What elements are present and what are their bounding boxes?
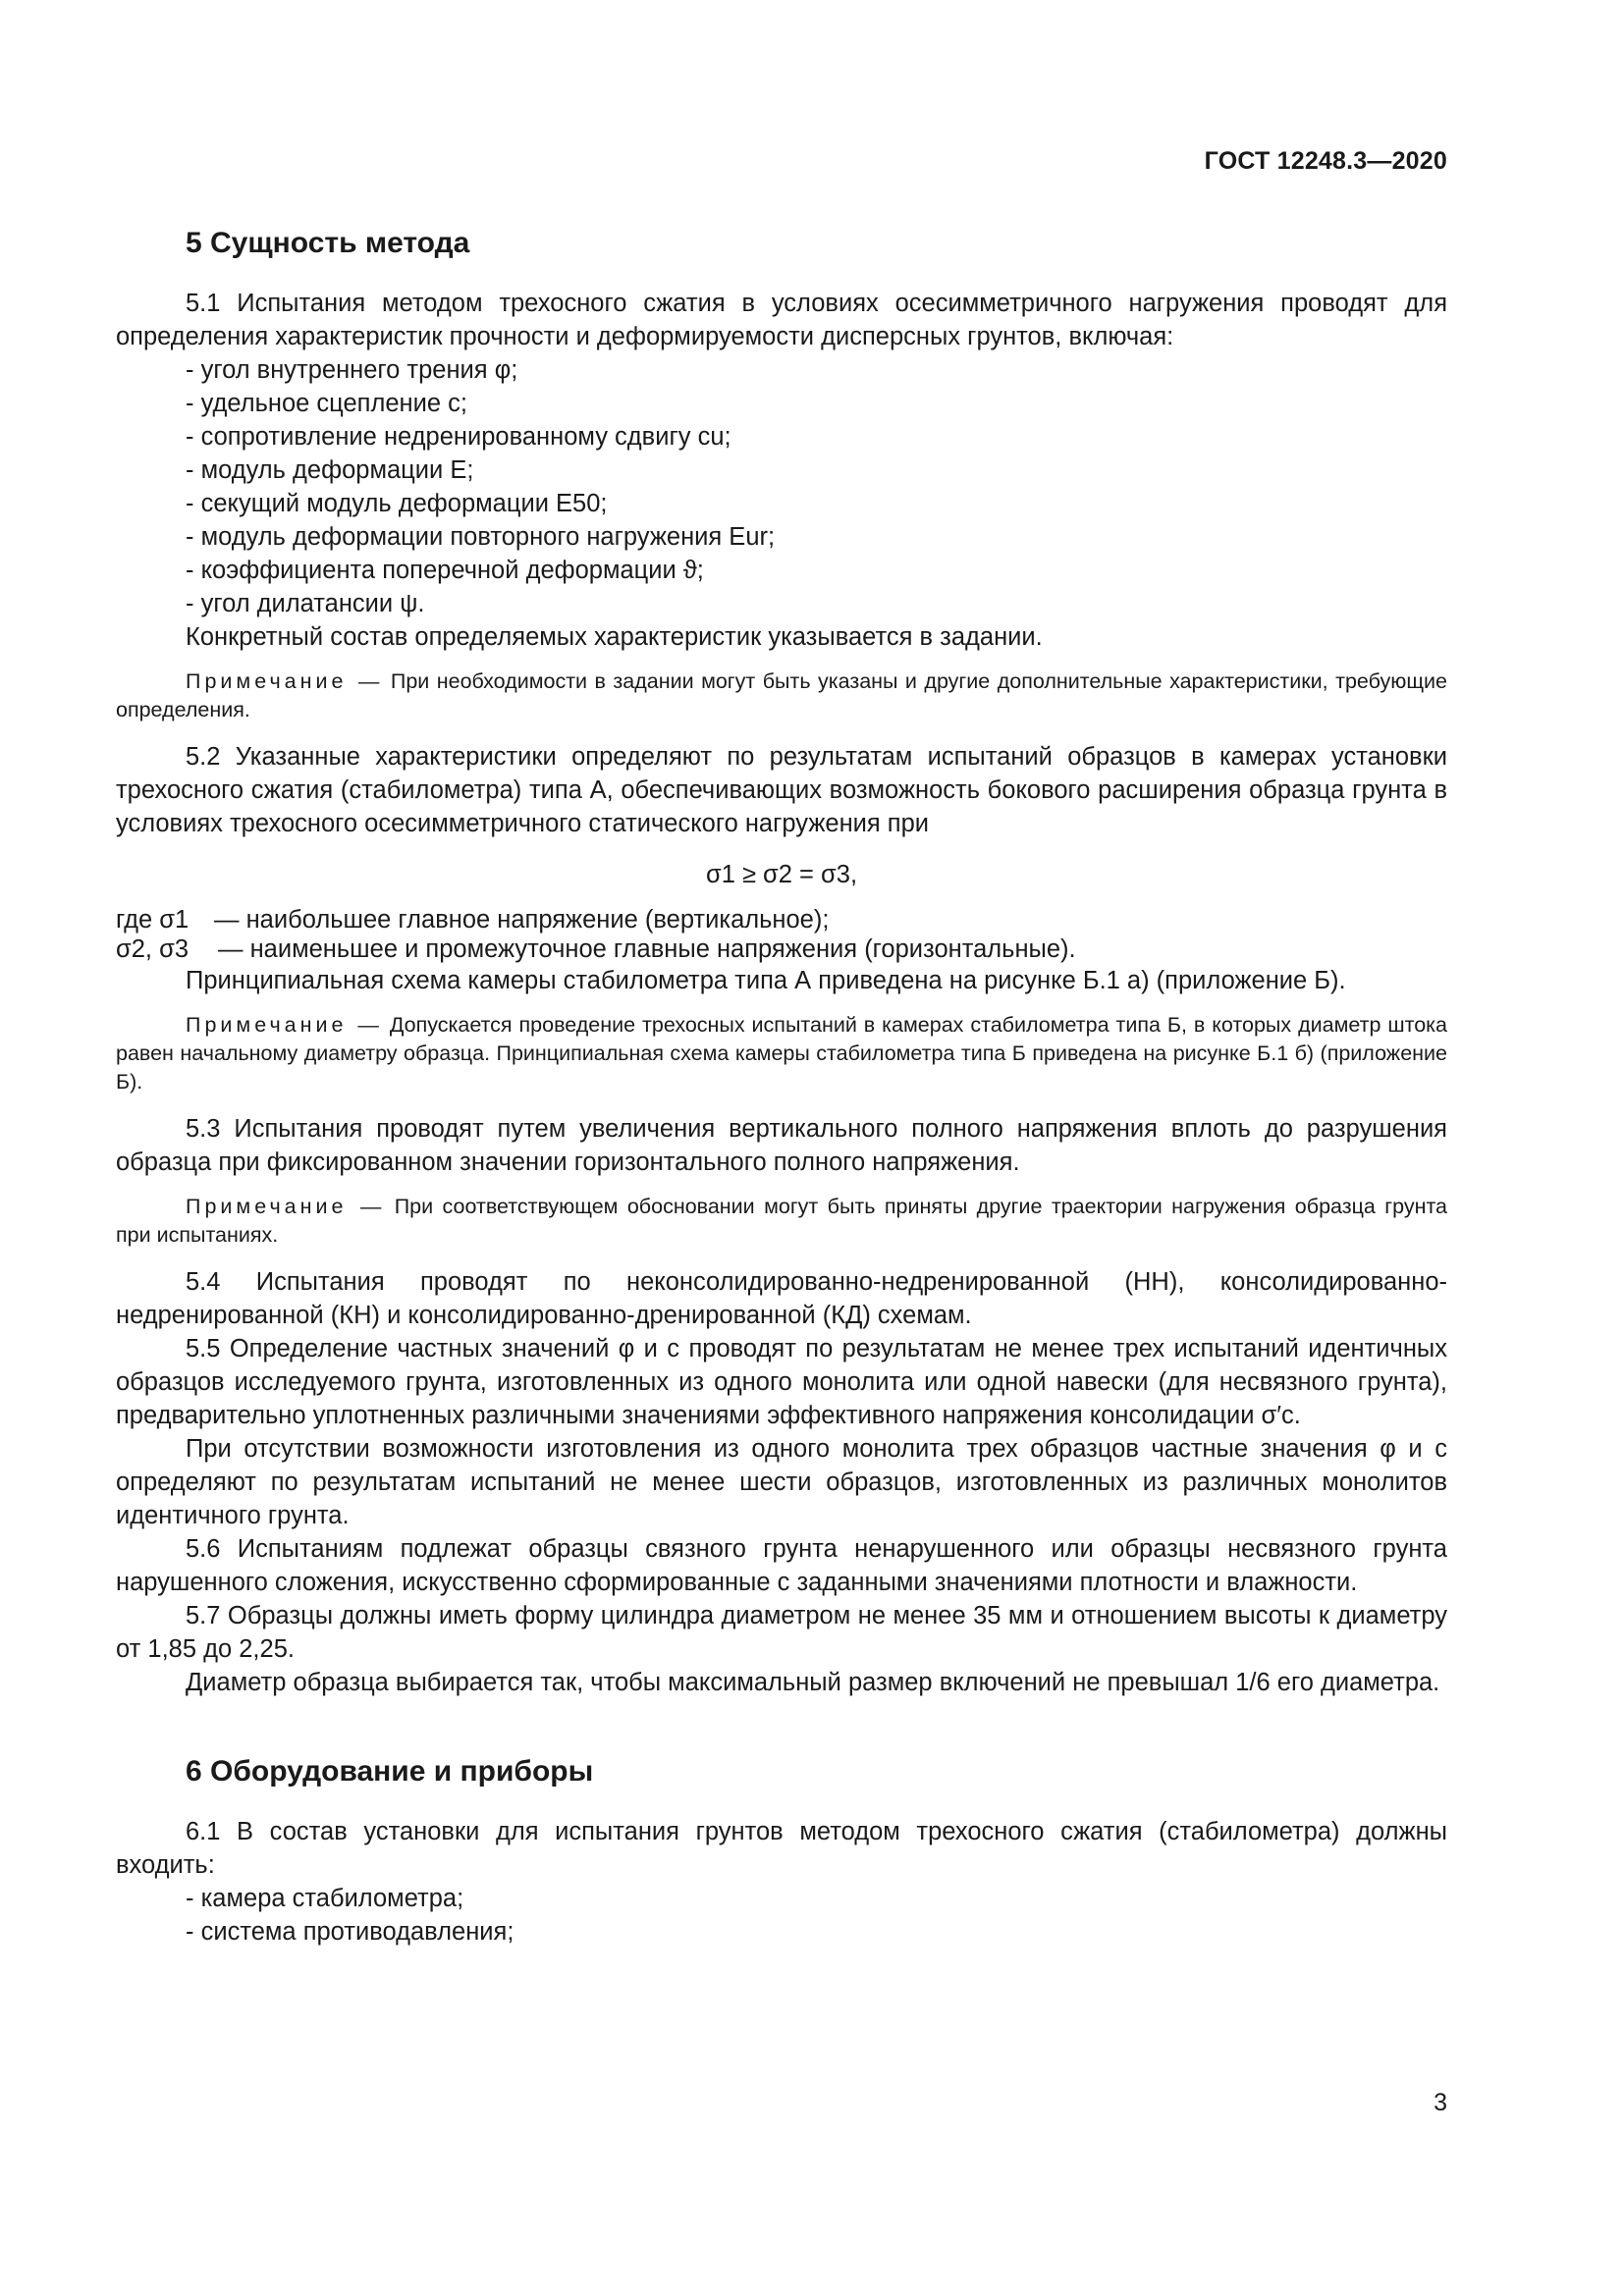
page-content <box>116 226 1447 1949</box>
document-page <box>116 0 1447 2296</box>
paragraph-5-2: 5.2 Указанные характеристики определяют по результатам испытаний образцов в камерах установки трехосного сжатия (стабилометра) типа А, обеспечивающих возможность бокового расширения образца грунта в условиях трехосного осесимметричного статического нагружения при <box>116 743 1447 837</box>
note-1 <box>116 667 1447 724</box>
paragraph-5-1: 5.1 Испытания методом трехосного сжатия в условиях осесимметричного нагружения проводят для определения характеристик прочности и деформируемости дисперсных грунтов, включая: <box>116 290 1447 350</box>
paragraph-5-3: 5.3 Испытания проводят путем увеличения вертикального полного напряжения вплоть до разрушения образца при фиксированном значении горизонтального полного напряжения. <box>116 1115 1447 1176</box>
paragraph-5-7b: Диаметр образца выбирается так, чтобы максимальный размер включений не превышал 1/6 его диаметра. <box>186 1669 1440 1696</box>
paragraph-5-2-scheme: Принципиальная схема камеры стабилометра типа А приведена на рисунке Б.1 а) (приложение Б). <box>186 967 1346 994</box>
definition-symbol: σ2, σ3 <box>116 935 189 963</box>
section-6-title: 6 Оборудование и приборы <box>186 1755 594 1788</box>
document-id: ГОСТ 12248.3—2020 <box>1204 147 1447 175</box>
definition-symbol: где σ1 <box>116 906 189 934</box>
list-item: - секущий модуль деформации E50; <box>186 490 608 517</box>
list-item: - угол внутреннего трения φ; <box>186 356 518 384</box>
paragraph-5-1-end: Конкретный состав определяемых характеристик указывается в задании. <box>186 623 1043 651</box>
note-3 <box>116 1193 1447 1250</box>
list-item: - коэффициента поперечной деформации ϑ; <box>186 557 704 584</box>
note-label: Примечание — <box>186 1013 383 1037</box>
definition-row <box>116 934 1447 964</box>
paragraph-5-6: 5.6 Испытаниям подлежат образцы связного грунта ненарушенного или образцы несвязного грунта нарушенного сложения, искусственно сформированные с заданными значениями плотности и влажности. <box>116 1535 1447 1596</box>
definition-row <box>116 905 1447 934</box>
note-text: При соответствующем обосновании могут быть приняты другие траектории нагружения образца грунта при испытаниях. <box>116 1195 1448 1247</box>
list-item: - камера стабилометра; <box>186 1885 464 1912</box>
paragraph-5-5: 5.5 Определение частных значений φ и c проводят по результатам не менее трех испытаний идентичных образцов исследуемого грунта, изготовленных из одного монолита или одной навески (для несвязного грунта), предварительно уплотненных различными значениями эффективного напряжения консолидации σ′c. <box>116 1335 1447 1429</box>
list-item: - угол дилатансии ψ. <box>186 590 425 617</box>
paragraph-5-7: 5.7 Образцы должны иметь форму цилиндра диаметром не менее 35 мм и отношением высоты к диаметру от 1,85 до 2,25. <box>116 1602 1447 1663</box>
page-number: 3 <box>1434 2089 1447 2116</box>
list-item: - модуль деформации повторного нагружения Eur; <box>186 523 776 551</box>
paragraph-5-5b: При отсутствии возможности изготовления из одного монолита трех образцов частные значения φ и c определяют по результатам испытаний не менее шести образцов, изготовленных из различных монолитов идентичного грунта. <box>116 1435 1447 1529</box>
list-item: - удельное сцепление c; <box>186 390 467 417</box>
stress-formula: σ1 ≥ σ2 = σ3, <box>705 861 858 888</box>
note-text: Допускается проведение трехосных испытаний в камерах стабилометра типа Б, в которых диаметр штока равен начальному диаметру образца. Принципиальная схема камеры стабилометра типа Б приведена на рисунке Б.1 б) (приложение Б). <box>116 1013 1447 1094</box>
paragraph-6-1: 6.1 В состав установки для испытания грунтов методом трехосного сжатия (стабилометра) должны входить: <box>116 1818 1447 1879</box>
equipment-list <box>116 1882 1447 1949</box>
paragraph-5-4: 5.4 Испытания проводят по неконсолидированно-недренированной (НН), консолидированно-недренированной (КН) и консолидированно-дренированной (КД) схемам. <box>116 1268 1447 1329</box>
characteristics-list <box>116 353 1447 620</box>
formula-definitions <box>116 905 1447 964</box>
definition-text: — наибольшее главное напряжение (вертикальное); <box>214 906 830 934</box>
list-item: - модуль деформации E; <box>186 456 474 484</box>
note-label: Примечание — <box>186 1195 386 1218</box>
list-item: - система противодавления; <box>186 1918 514 1946</box>
note-text: При необходимости в задании могут быть указаны и другие дополнительные характеристики, требующие определения. <box>116 669 1448 721</box>
note-2 <box>116 1011 1447 1096</box>
list-item: - сопротивление недренированному сдвигу cu; <box>186 423 731 451</box>
definition-text: — наименьшее и промежуточное главные напряжения (горизонтальные). <box>218 935 1076 963</box>
note-label: Примечание — <box>186 669 384 693</box>
section-5-title: 5 Сущность метода <box>186 227 470 259</box>
